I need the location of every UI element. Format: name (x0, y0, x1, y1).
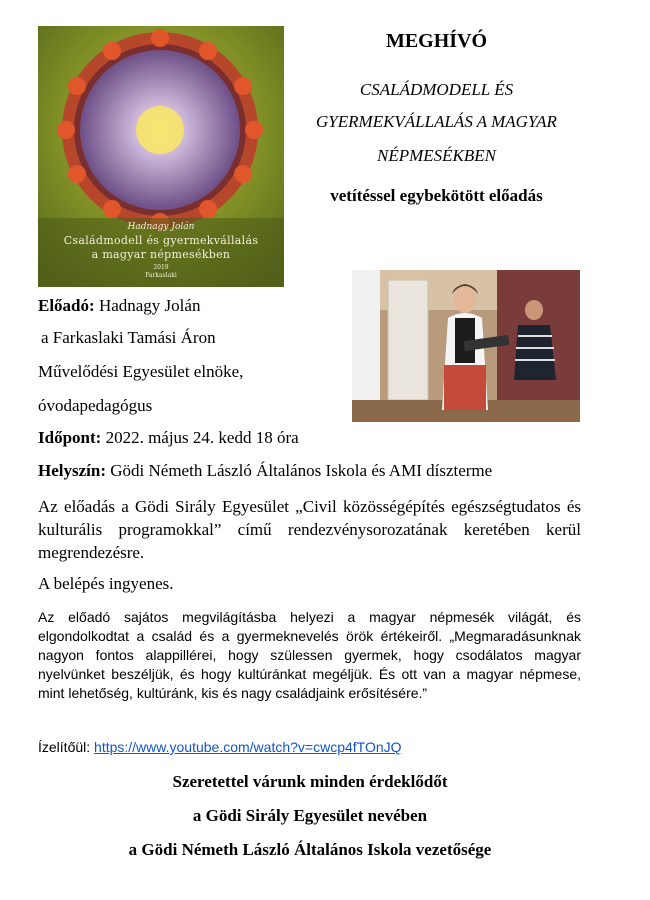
presenter-photo (352, 270, 580, 422)
closing-line3: a Gödi Németh László Általános Iskola vezetősége (128, 840, 492, 859)
youtube-link[interactable]: https://www.youtube.com/watch?v=cwcp4fTOnJQ (94, 739, 402, 755)
subtitle-line1: CSALÁDMODELL ÉS (359, 80, 514, 99)
entry-note: A belépés ingyenes. (38, 574, 174, 593)
cover-title-line2: a magyar népmesékben (91, 248, 231, 261)
subtitle-line2: GYERMEKVÁLLALÁS A MAGYAR (316, 112, 557, 131)
sample-line (38, 739, 402, 755)
sample-label: Ízelítőül: (38, 739, 95, 755)
closing-line2: a Gödi Sirály Egyesület nevében (192, 806, 428, 825)
presenter-description: Az előadó sajátos megvilágításba helyezi a magyar népmesék világát, és elgondolkodtat a család és a gyermeknevelés örök értékeiről. „Megmaradásunknak nagyon fontos alappillérei, hogy szülessen gyermek, hogy csodálatos magyar nyelvünket beszéljük, és hogy kultúránkat megéljük. És ott van a magyar népmese, mint lehetőség, kultúránk, kis és nagy családjaink erősítésére.” (38, 609, 581, 701)
date-label: Időpont: (38, 428, 102, 447)
date-value: 2022. május 24. kedd 18 óra (101, 428, 299, 447)
book-cover-image (38, 26, 284, 287)
cover-year: 2019 (153, 264, 169, 271)
venue-label: Helyszín: (38, 461, 106, 480)
presenter-photo-illustration (352, 270, 580, 422)
subtitle-line3: NÉPMESÉKBEN (377, 146, 496, 165)
presenter-label: Előadó: (38, 296, 95, 315)
closing-line1: Szeretettel várunk minden érdeklődőt (172, 772, 448, 791)
cover-title-line1: Családmodell és gyermekvállalás (63, 234, 259, 247)
venue-value: Gödi Németh László Általános Iskola és AMI díszterme (106, 461, 493, 480)
affiliation-line3: óvodapedagógus (38, 396, 153, 415)
page-title: MEGHÍVÓ (385, 30, 488, 52)
event-description: Az előadás a Gödi Sirály Egyesület „Civil közösségépítés egészségtudatos és kulturális programokkal” című rendezvénysorozatának keretében kerül megrendezésre. (38, 497, 581, 562)
date-line (38, 428, 299, 448)
affiliation-line2: Művelődési Egyesület elnöke, (38, 362, 244, 381)
event-format: vetítéssel egybekötött előadás (330, 186, 543, 205)
presenter-name: Hadnagy Jolán (94, 296, 201, 315)
presenter-line (38, 296, 200, 316)
venue-line (38, 461, 492, 481)
cover-author: Hadnagy Jolán (127, 222, 195, 232)
cover-publisher: Farkaslaki (145, 272, 177, 279)
affiliation-line1: a Farkaslaki Tamási Áron (41, 328, 216, 347)
